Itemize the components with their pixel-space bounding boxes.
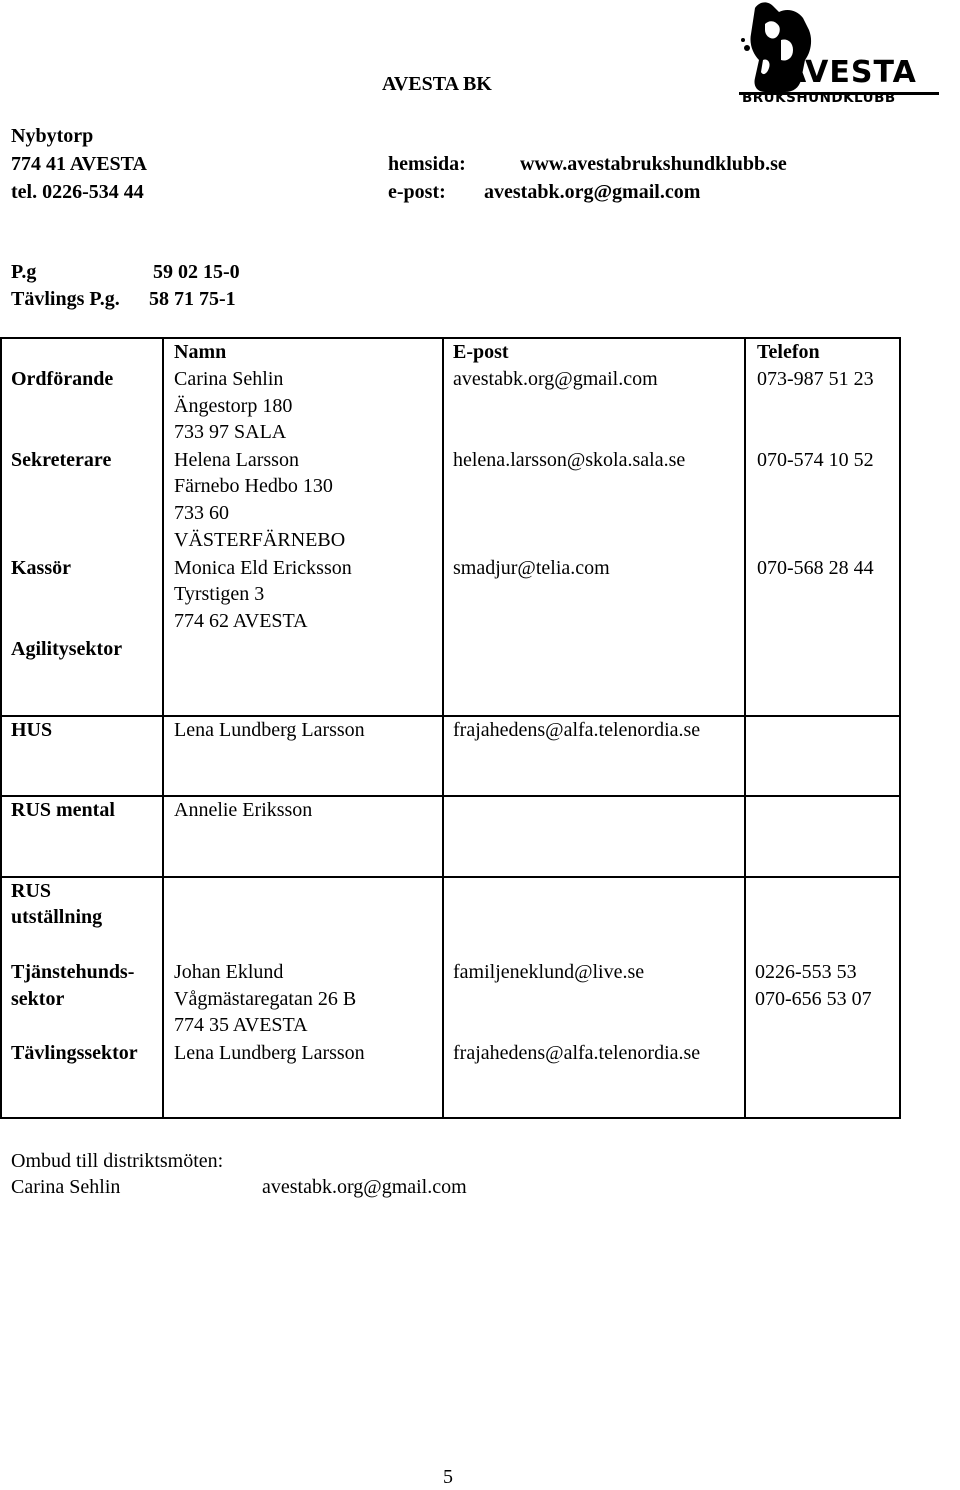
treasurer-address-2: 774 62 AVESTA bbox=[174, 610, 308, 632]
address-line-2: 774 41 AVESTA bbox=[11, 153, 147, 175]
email-label: e-post: bbox=[388, 181, 446, 203]
role-competition: Tävlingssektor bbox=[11, 1042, 138, 1064]
column-header-phone: Telefon bbox=[757, 341, 820, 363]
logo-wordmark: AVESTA bbox=[783, 55, 917, 90]
secretary-phone: 070-574 10 52 bbox=[757, 449, 874, 471]
tpg-label: Tävlings P.g. bbox=[11, 288, 120, 310]
chair-address-2: 733 97 SALA bbox=[174, 421, 287, 443]
pg-label: P.g bbox=[11, 261, 37, 283]
chair-address-1: Ängestorp 180 bbox=[174, 395, 293, 417]
website-label: hemsida: bbox=[388, 153, 466, 175]
role-rus-exhibition-line-2: utställning bbox=[11, 906, 103, 928]
logo-subtitle: BRUKSHUNDKLUBB bbox=[742, 90, 896, 106]
secretary-address-2: 733 60 bbox=[174, 502, 229, 524]
treasurer-email[interactable]: smadjur@telia.com bbox=[453, 557, 610, 579]
column-header-email: E-post bbox=[453, 341, 509, 363]
pg-value: 59 02 15-0 bbox=[153, 261, 240, 283]
column-header-name: Namn bbox=[174, 341, 227, 363]
page-number: 5 bbox=[443, 1466, 453, 1488]
club-email-link[interactable]: avestabk.org@gmail.com bbox=[484, 181, 701, 203]
secretary-name: Helena Larsson bbox=[174, 449, 299, 471]
competition-name: Lena Lundberg Larsson bbox=[174, 1042, 365, 1064]
role-secretary: Sekreterare bbox=[11, 449, 112, 471]
rus-mental-name: Annelie Eriksson bbox=[174, 799, 313, 821]
service-dog-address-1: Vågmästaregatan 26 B bbox=[174, 988, 357, 1010]
chair-phone: 073-987 51 23 bbox=[757, 368, 874, 390]
role-hus: HUS bbox=[11, 719, 53, 741]
service-dog-phone-1: 0226-553 53 bbox=[755, 961, 857, 983]
secretary-address-1: Färnebo Hedbo 130 bbox=[174, 475, 333, 497]
club-phone: tel. 0226-534 44 bbox=[11, 181, 144, 203]
ombud-name: Carina Sehlin bbox=[11, 1176, 121, 1198]
role-service-dog-line-2: sektor bbox=[11, 988, 65, 1010]
ombud-email[interactable]: avestabk.org@gmail.com bbox=[262, 1176, 467, 1198]
secretary-email[interactable]: helena.larsson@skola.sala.se bbox=[453, 449, 686, 471]
service-dog-name: Johan Eklund bbox=[174, 961, 284, 983]
chair-name: Carina Sehlin bbox=[174, 368, 284, 390]
club-name: AVESTA BK bbox=[382, 73, 492, 95]
hus-name: Lena Lundberg Larsson bbox=[174, 719, 365, 741]
role-agility: Agilitysektor bbox=[11, 638, 123, 660]
treasurer-address-1: Tyrstigen 3 bbox=[174, 583, 265, 605]
service-dog-phone-2: 070-656 53 07 bbox=[755, 988, 872, 1010]
treasurer-name: Monica Eld Ericksson bbox=[174, 557, 352, 579]
service-dog-email[interactable]: familjeneklund@live.se bbox=[453, 961, 645, 983]
ombud-label: Ombud till distriktsmöten: bbox=[11, 1150, 224, 1172]
role-treasurer: Kassör bbox=[11, 557, 71, 579]
role-service-dog-line-1: Tjänstehunds- bbox=[11, 961, 135, 983]
secretary-address-3: VÄSTERFÄRNEBO bbox=[174, 529, 346, 551]
role-chair: Ordförande bbox=[11, 368, 114, 390]
competition-email[interactable]: frajahedens@alfa.telenordia.se bbox=[453, 1042, 701, 1064]
service-dog-address-2: 774 35 AVESTA bbox=[174, 1014, 308, 1036]
chair-email[interactable]: avestabk.org@gmail.com bbox=[453, 368, 658, 390]
hus-email[interactable]: frajahedens@alfa.telenordia.se bbox=[453, 719, 701, 741]
address-line-1: Nybytorp bbox=[11, 125, 94, 147]
treasurer-phone: 070-568 28 44 bbox=[757, 557, 874, 579]
tpg-value: 58 71 75-1 bbox=[149, 288, 236, 310]
role-rus-exhibition-line-1: RUS bbox=[11, 880, 52, 902]
club-logo bbox=[735, 0, 960, 112]
role-rus-mental: RUS mental bbox=[11, 799, 115, 821]
website-link[interactable]: www.avestabrukshundklubb.se bbox=[520, 153, 787, 175]
